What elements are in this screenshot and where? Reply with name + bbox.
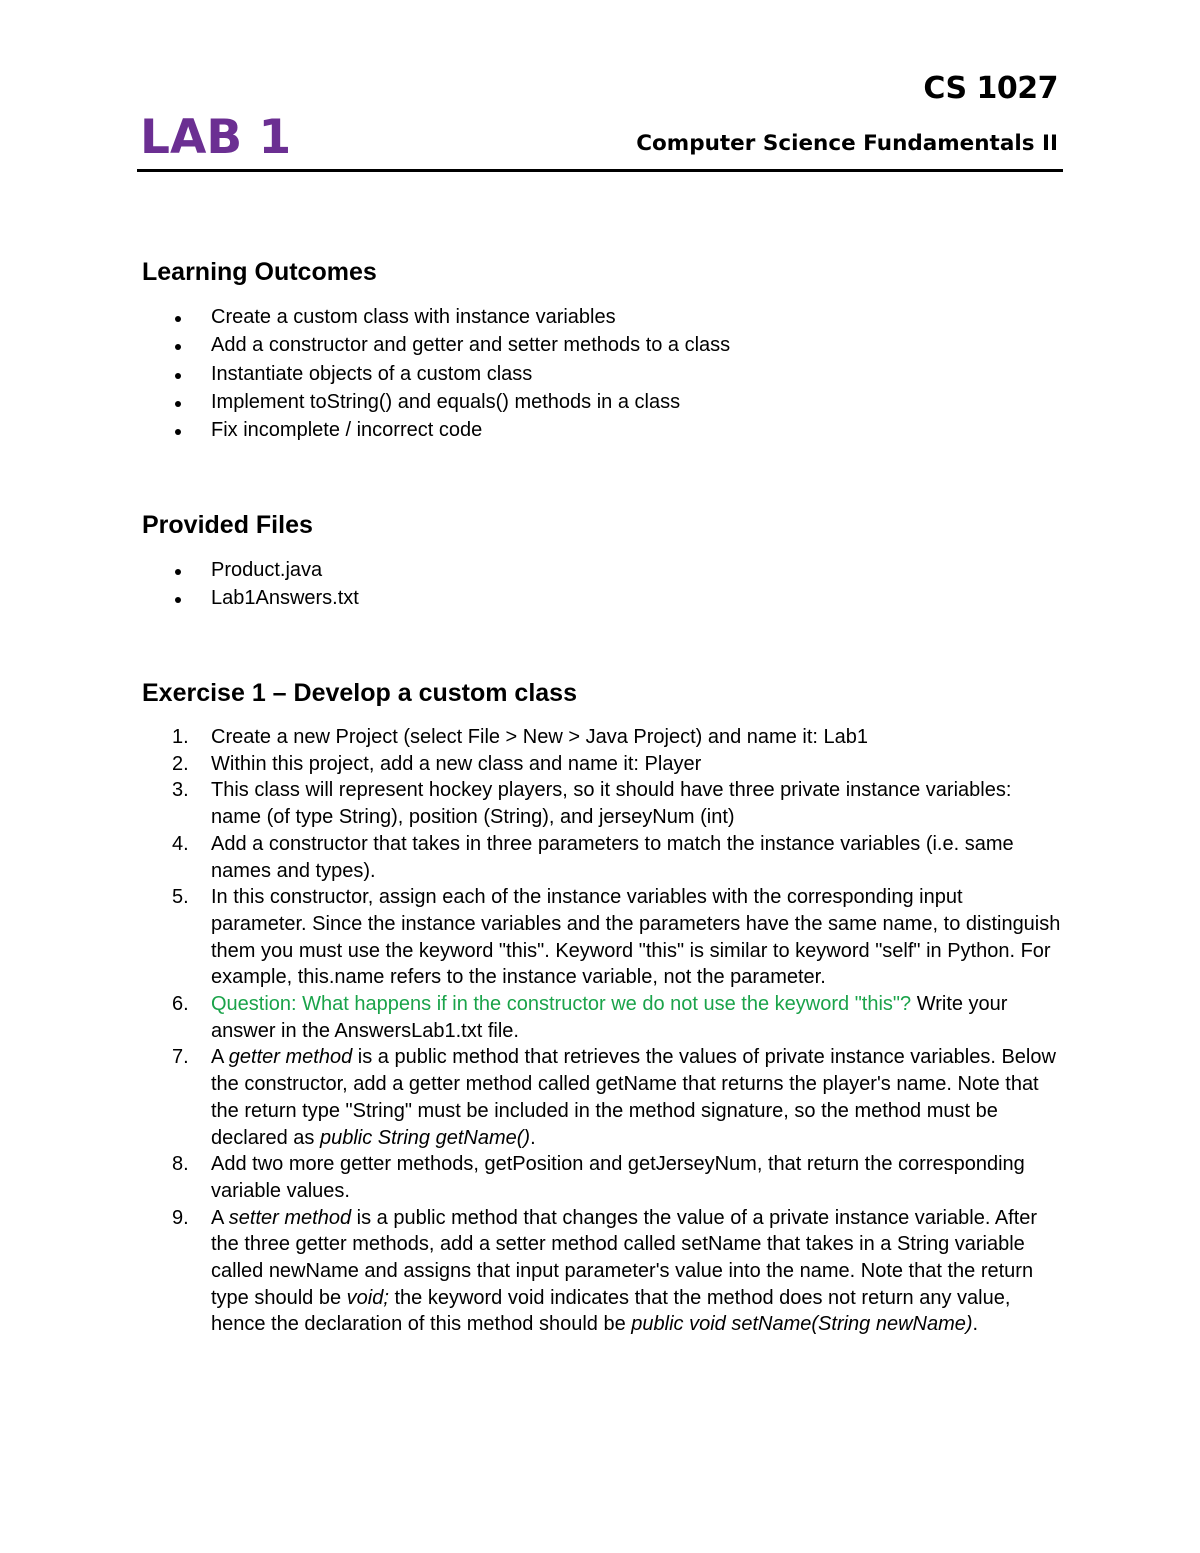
step-number: 3. — [172, 779, 189, 802]
learning-outcomes-list — [142, 303, 1062, 444]
step-number: 4. — [172, 832, 189, 855]
list-item — [142, 416, 1062, 444]
step-text: Add a constructor that takes in three parameters to match the instance variables (i.e. same names and types). — [211, 832, 1014, 882]
bullet-icon — [175, 429, 181, 435]
bullet-icon — [175, 373, 181, 379]
list-item — [142, 556, 1062, 584]
step-item — [142, 831, 1062, 884]
header-divider — [137, 169, 1063, 172]
exercise-1-section — [142, 676, 1062, 1338]
step-text: is a public method that changes the value of a private instance variable. After the three getter methods, add a setter method called setName that takes in a String variable called newName and assigns that input parameter's value into the name. Note that the return type should be — [211, 1206, 1038, 1309]
step-item — [142, 777, 1062, 830]
step-number: 6. — [172, 993, 189, 1016]
step-text: . — [972, 1313, 979, 1336]
list-item — [142, 584, 1062, 612]
list-item — [142, 388, 1062, 416]
step-text: Write your answer in the AnswersLab1.txt file. — [211, 993, 1008, 1042]
step-number: 8. — [172, 1153, 189, 1176]
list-item-text: Add a constructor and getter and setter methods to a class — [211, 334, 731, 357]
provided-files-heading: Provided Files — [142, 511, 313, 539]
step-text: This class will represent hockey players, so it should have three private instance variables: name (of type String), position (String), and jerseyNum (int) — [211, 779, 1012, 829]
list-item — [142, 331, 1062, 359]
file-name: Lab1Answers.txt — [211, 587, 359, 610]
step-number: 2. — [172, 752, 189, 775]
lab-title: LAB 1 — [140, 110, 292, 165]
bullet-icon — [175, 344, 181, 350]
step-item — [142, 724, 1062, 751]
step-text: In this constructor, assign each of the instance variables with the corresponding input parameter. Since the instance variables and the parameters have the same name, to distinguish them you must use the keyword "this". Keyword "this" is similar to keyword "self" in Python. For example, this.name refers to the instance variable, not the parameter. — [211, 886, 1061, 989]
emphasis-code: public void setName(String newName) — [631, 1313, 973, 1336]
step-number: 1. — [172, 726, 189, 748]
learning-outcomes-heading: Learning Outcomes — [142, 258, 377, 286]
list-item-text: Create a custom class with instance variables — [211, 306, 616, 328]
step-item — [142, 991, 1062, 1044]
list-item — [142, 303, 1062, 331]
list-item-text: Implement toString() and equals() methods in a class — [211, 390, 681, 413]
question-text: Question: What happens if in the constructor we do not use the keyword "this"? — [211, 993, 912, 1016]
learning-outcomes-section — [142, 255, 1062, 444]
exercise-1-steps — [142, 724, 1062, 1338]
step-item — [142, 1205, 1062, 1339]
provided-files-list — [142, 556, 1062, 613]
bullet-icon — [175, 597, 181, 603]
emphasis-code: void; — [346, 1286, 389, 1309]
exercise-1-heading: Exercise 1 – Develop a custom class — [142, 679, 577, 707]
bullet-icon — [175, 401, 181, 407]
list-item-text: Instantiate objects of a custom class — [211, 362, 533, 385]
emphasis-term: getter method — [228, 1046, 353, 1069]
step-item — [142, 884, 1062, 991]
step-number: 5. — [172, 886, 189, 909]
course-code: CS 1027 — [923, 71, 1058, 106]
step-item — [142, 1151, 1062, 1204]
step-text: is a public method that retrieves the values of private instance variables. Below the constructor, add a getter method called getName that returns the player's name. Note that the return type "String" must be included in the method signature, so the method must be declared as — [211, 1046, 1056, 1149]
step-text: A — [211, 1206, 229, 1229]
bullet-icon — [175, 569, 181, 575]
step-number: 7. — [172, 1046, 189, 1069]
step-text: A — [211, 1046, 229, 1069]
step-number: 9. — [172, 1206, 189, 1229]
file-name: Product.java — [211, 559, 323, 581]
step-text: Within this project, add a new class and name it: Player — [211, 752, 702, 775]
step-item — [142, 1044, 1062, 1151]
step-item — [142, 751, 1062, 778]
emphasis-term: setter method — [228, 1206, 352, 1229]
emphasis-code: public String getName() — [319, 1126, 531, 1149]
list-item-text: Fix incomplete / incorrect code — [211, 419, 483, 442]
bullet-icon — [175, 316, 181, 322]
step-text: Add two more getter methods, getPosition and getJerseyNum, that return the corresponding variable values. — [211, 1153, 1025, 1202]
step-text: Create a new Project (select File > New > Java Project) and name it: Lab1 — [211, 726, 868, 748]
list-item — [142, 360, 1062, 388]
step-text: the keyword void indicates that the method does not return any value, hence the declaration of this method should be — [211, 1286, 1011, 1336]
step-text: . — [530, 1126, 536, 1149]
provided-files-section — [142, 508, 1062, 613]
course-name: Computer Science Fundamentals II — [636, 131, 1058, 156]
